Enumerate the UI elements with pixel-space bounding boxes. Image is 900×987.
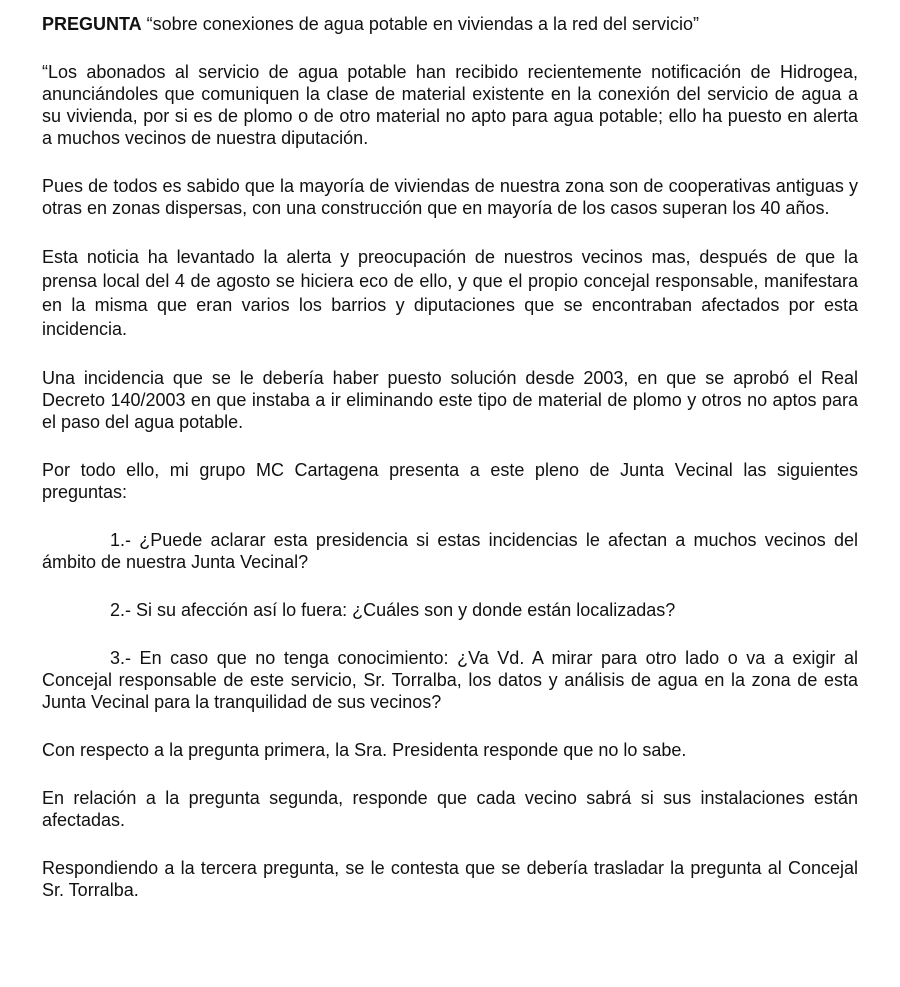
question-1: 1.- ¿Puede aclarar esta presidencia si estas incidencias le afectan a muchos vecinos del ámbito de nuestra Junta Vecinal? [42, 530, 858, 572]
question-title [42, 13, 858, 35]
title-subject: “sobre conexiones de agua potable en viviendas a la red del servicio” [141, 14, 700, 34]
paragraph-decree: Una incidencia que se le debería haber puesto solución desde 2003, en que se aprobó el Real Decreto 140/2003 en que instaba a ir eliminando este tipo de material de plomo y otros no aptos para el paso del agua potable. [42, 368, 858, 432]
title-label: PREGUNTA [42, 14, 142, 34]
paragraph-press: Esta noticia ha levantado la alerta y preocupación de nuestros vecinos mas, después de que la prensa local del 4 de agosto se hiciera eco de ello, y que el propio concejal responsable, manifestara en la misma que eran varios los barrios y diputaciones que se encontraban afectados por esta incidencia. [42, 247, 858, 339]
question-3: 3.- En caso que no tenga conocimiento: ¿Va Vd. A mirar para otro lado o va a exigir al Concejal responsable de este servicio, Sr. Torralba, los datos y análisis de agua en la zona de esta Junta Vecinal para la tranquilidad de sus vecinos? [42, 648, 858, 712]
answer-3: Respondiendo a la tercera pregunta, se le contesta que se debería trasladar la pregunta al Concejal Sr. Torralba. [42, 858, 858, 900]
answer-1: Con respecto a la pregunta primera, la Sra. Presidenta responde que no lo sabe. [42, 740, 687, 760]
answer-2: En relación a la pregunta segunda, responde que cada vecino sabrá si sus instalaciones están afectadas. [42, 788, 858, 830]
paragraph-housing: Pues de todos es sabido que la mayoría de viviendas de nuestra zona son de cooperativas antiguas y otras en zonas dispersas, con una construcción que en mayoría de los casos superan los 40 años. [42, 176, 858, 218]
paragraph-intro-questions: Por todo ello, mi grupo MC Cartagena presenta a este pleno de Junta Vecinal las siguientes preguntas: [42, 460, 858, 502]
document-page [42, 13, 858, 901]
paragraph-notification: “Los abonados al servicio de agua potable han recibido recientemente notificación de Hidrogea, anunciándoles que comuniquen la clase de material existente en la conexión del servicio de agua a su vivienda, por si es de plomo o de otro material no apto para agua potable; ello ha puesto en alerta a muchos vecinos de nuestra diputación. [42, 62, 858, 148]
question-2: 2.- Si su afección así lo fuera: ¿Cuáles son y donde están localizadas? [110, 600, 676, 620]
